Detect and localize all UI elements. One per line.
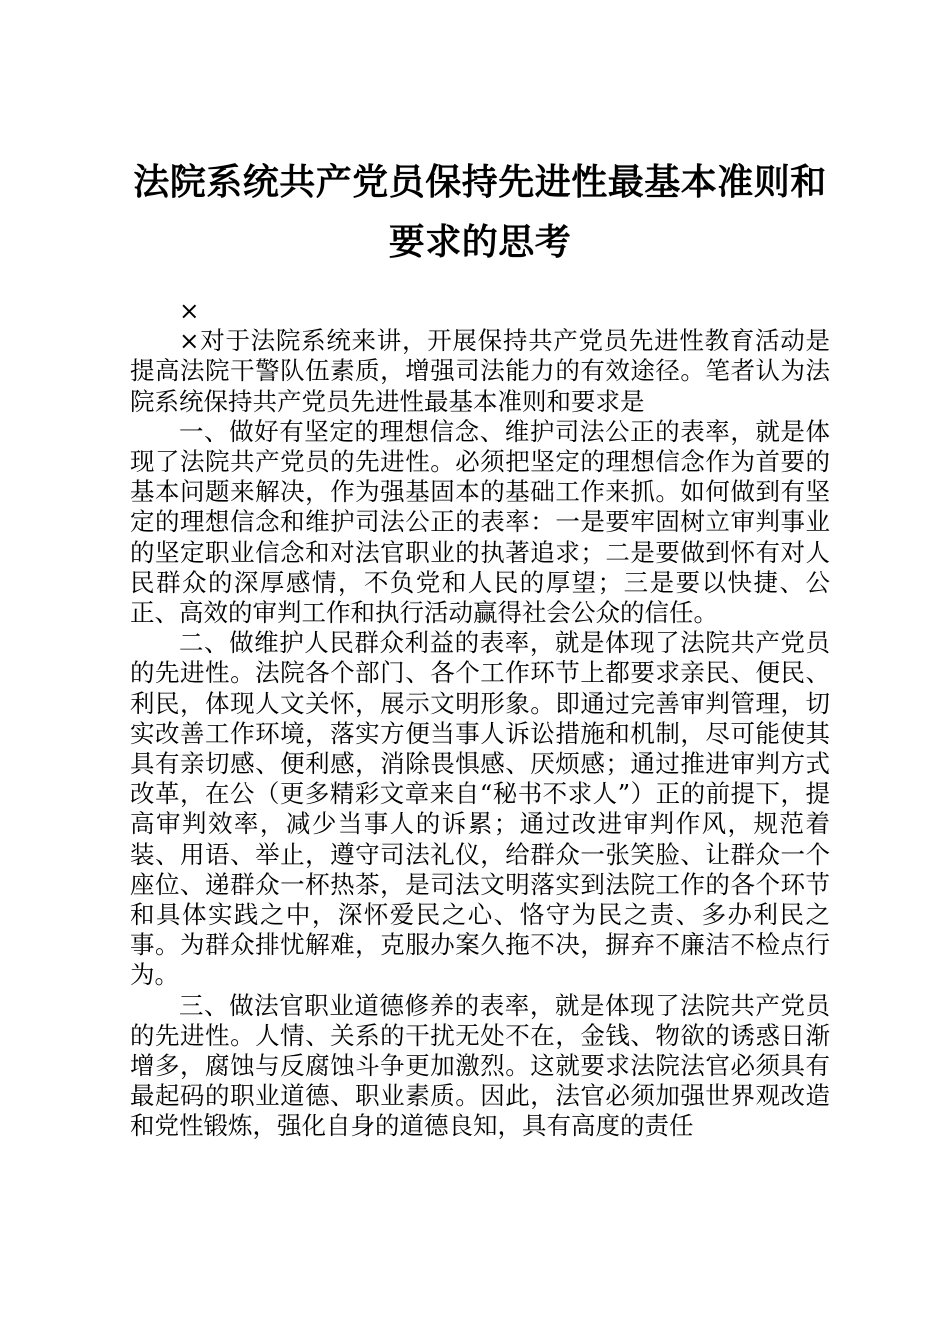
paragraph-point-3: 三、做法官职业道德修养的表率，就是体现了法院共产党员的先进性。人情、关系的干扰无处不在，金钱、物欲的诱惑日渐增多，腐蚀与反腐蚀斗争更加激烈。这就要求法院法官必须具有最起码的职业道德、职业素质。因此，法官必须加强世界观改造和党性锻炼，强化自身的道德良知，具有高度的责任 [130, 990, 830, 1141]
paragraph-point-1: 一、做好有坚定的理想信念、维护司法公正的表率，就是体现了法院共产党员的先进性。必须把坚定的理想信念作为首要的基本问题来解决，作为强基固本的基础工作来抓。如何做到有坚定的理想信念和维护司法公正的表率：一是要牢固树立审判事业的坚定职业信念和对法官职业的执著追求；二是要做到怀有对人民群众的深厚感情，不负党和人民的厚望；三是要以快捷、公正、高效的审判工作和执行活动赢得社会公众的信任。 [130, 416, 830, 628]
document-body [130, 296, 830, 1142]
paragraph-mark: × [179, 296, 200, 325]
document-title: 法院系统共产党员保持先进性最基本准则和要求的思考 [133, 161, 827, 263]
paragraph-intro: ×对于法院系统来讲，开展保持共产党员先进性教育活动是提高法院干警队伍素质，增强司法能力的有效途径。笔者认为法院系统保持共产党员先进性最基本准则和要求是 [130, 326, 830, 416]
paragraph-point-2: 二、做维护人民群众利益的表率，就是体现了法院共产党员的先进性。法院各个部门、各个工作环节上都要求亲民、便民、利民，体现人文关怀，展示文明形象。即通过完善审判管理，切实改善工作环境，落实方便当事人诉讼措施和机制，尽可能使其具有亲切感、便利感，消除畏惧感、厌烦感；通过推进审判方式改革，在公（更多精彩文章来自“秘书不求人”）正的前提下，提高审判效率，减少当事人的诉累；通过改进审判作风，规范着装、用语、举止，遵守司法礼仪，给群众一张笑脸、让群众一个座位、递群众一杯热茶，是司法文明落实到法院工作的各个环节和具体实践之中，深怀爱民之心、恪守为民之责、多办利民之事。为群众排忧解难，克服办案久拖不决，摒弃不廉洁不检点行为。 [130, 628, 830, 990]
